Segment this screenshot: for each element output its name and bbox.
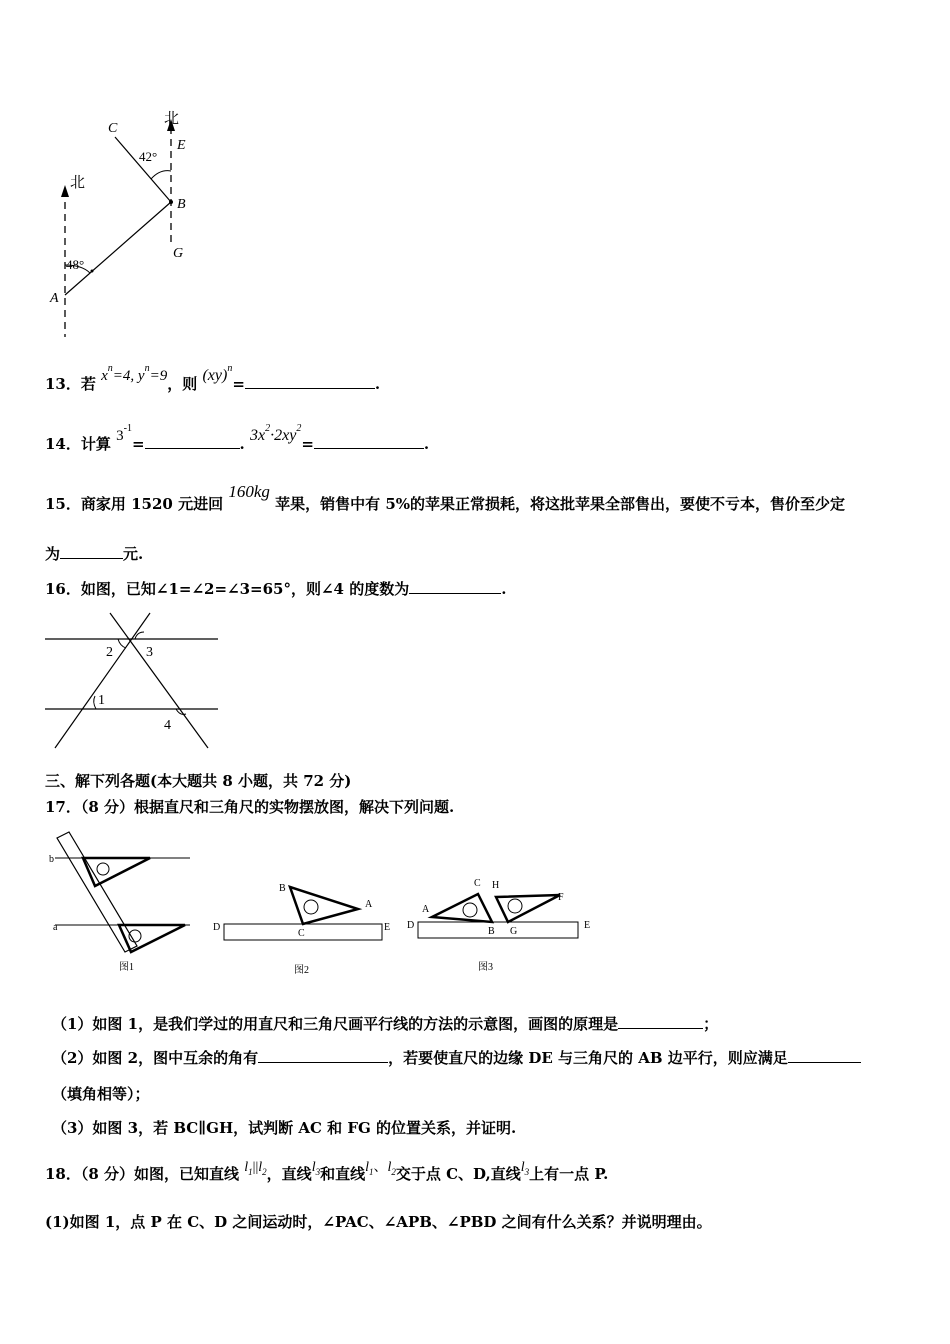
point-b-label: B	[177, 197, 186, 212]
segment-bc	[115, 137, 171, 202]
q17-sub-1: （1）如图 1，是我们学过的用直尺和三角尺画平行线的方法的示意图，画图的原理是 ；	[52, 1015, 719, 1033]
set-square-abc	[290, 887, 358, 924]
q14-answer-blank-1[interactable]	[145, 434, 240, 449]
q18-l1-l2: $l_1$、$l_2$	[365, 1160, 396, 1177]
set-square-fgh	[496, 895, 560, 922]
q17-figure-3	[400, 872, 600, 976]
q14-expr2: $3x^2\cdot 2xy^2$	[250, 423, 302, 444]
point-a-label: A	[50, 291, 59, 306]
ruler	[57, 832, 137, 952]
question-13: 13．若 $x^n=4$, $y^n=9$，则 (xy)$^n$= .	[45, 363, 381, 393]
q18-l3-b: $l_3$	[520, 1160, 530, 1177]
q14-expr1: $3^{-1}$	[116, 423, 132, 444]
set-square-bottom	[119, 925, 185, 952]
compass-figure	[40, 105, 220, 340]
point-g-label: G	[173, 246, 184, 261]
angle-1-label: 1	[98, 693, 105, 708]
figure-2-caption: 图2	[294, 965, 309, 975]
section-3-title: 三、解下列各题(本大题共 8 小题，共 72 分)	[45, 772, 352, 790]
angles-figure	[40, 608, 225, 753]
question-16: 16．如图，已知∠1=∠2=∠3=65°，则∠4 的度数为 .	[45, 580, 507, 598]
fig3-label-c: C	[474, 878, 481, 889]
north-arrow-a	[61, 185, 69, 197]
q17-sub1-blank[interactable]	[618, 1014, 703, 1029]
angle-2-label: 2	[106, 645, 113, 660]
angle-3-label: 3	[146, 645, 153, 660]
point-e-label: E	[177, 138, 186, 153]
fig3-label-a: A	[422, 904, 430, 915]
fig2-label-a: A	[365, 899, 373, 910]
q17-sub-2-line2: （填角相等）；	[52, 1085, 150, 1103]
question-18: 18．（8 分）如图，已知直线 $l_1||l_2$，直线$l_3$和直线$l_1$、$l_2$交于点 C、D,直线$l_3$上有一点 P.	[45, 1160, 609, 1183]
north-label-a: 北	[70, 175, 86, 191]
q17-figure-1	[45, 828, 195, 978]
q17-sub2-blank-2[interactable]	[788, 1048, 861, 1063]
north-label-b: 北	[164, 111, 180, 127]
q17-figure-2	[210, 875, 400, 975]
q17-sub-2: （2）如图 2，图中互余的角有 ，若要使直尺的边缘 DE 与三角尺的 AB 边平行，则应满足	[52, 1047, 861, 1068]
q13-answer-blank[interactable]	[245, 374, 375, 389]
fig3-label-e: E	[584, 920, 591, 931]
fig3-label-h: H	[492, 880, 500, 891]
q16-answer-blank[interactable]	[409, 579, 501, 594]
fig2-label-c: C	[298, 928, 305, 939]
q15-answer-blank[interactable]	[60, 544, 123, 559]
line-b-label: b	[49, 854, 54, 865]
q13-expression: (xy)$^n$	[202, 363, 233, 384]
transversal-right	[110, 613, 208, 748]
q15-mass: 160kg	[228, 482, 270, 501]
angle-42-label: 42°	[139, 149, 158, 164]
q14-answer-blank-2[interactable]	[314, 434, 424, 449]
segment-ab	[65, 202, 171, 295]
q13-condition: $x^n=4$, $y^n=9$	[101, 363, 168, 384]
fig3-label-g: G	[510, 926, 518, 937]
fig3-label-f: F	[558, 892, 564, 903]
figure-1-caption: 图1	[119, 962, 134, 973]
angle-4-label: 4	[164, 718, 171, 733]
fig3-label-d: D	[407, 920, 415, 931]
fig2-label-b: B	[279, 883, 286, 894]
angle-48-label: 48°	[66, 257, 85, 272]
question-15-line2: 为 元.	[45, 545, 144, 563]
q18-l3: $l_3$	[311, 1160, 321, 1177]
question-15: 15．商家用 1520 元进回 160kg 苹果，销售中有 5%的苹果正常损耗，将这批苹果全部售出，要使不亏本，售价至少定	[45, 482, 846, 513]
line-a-label: a	[53, 922, 58, 933]
set-square-abc	[432, 894, 492, 922]
fig2-label-e: E	[384, 922, 391, 933]
fig3-label-b: B	[488, 926, 495, 937]
ruler-de	[418, 922, 578, 938]
q18-sub-1: (1)如图 1，点 P 在 C、D 之间运动时，∠PAC、∠APB、∠PBD 之间有什么关系？并说明理由。	[45, 1213, 712, 1231]
q18-l1-parallel-l2: $l_1||l_2$	[244, 1160, 267, 1177]
question-17: 17．（8 分）根据直尺和三角尺的实物摆放图，解决下列问题.	[45, 798, 455, 816]
point-c-label: C	[108, 121, 118, 136]
transversal-left	[55, 613, 150, 748]
q17-sub-3: （3）如图 3，若 BC∥GH，试判断 AC 和 FG 的位置关系，并证明.	[52, 1119, 517, 1137]
question-14: 14．计算 $3^{-1}=$ . $3x^2\cdot 2xy^2=$ .	[45, 423, 430, 453]
q17-sub2-blank-1[interactable]	[258, 1048, 388, 1063]
angle-arc-top	[151, 171, 171, 179]
figure-3-caption: 图3	[478, 962, 493, 973]
fig2-label-d: D	[213, 922, 221, 933]
